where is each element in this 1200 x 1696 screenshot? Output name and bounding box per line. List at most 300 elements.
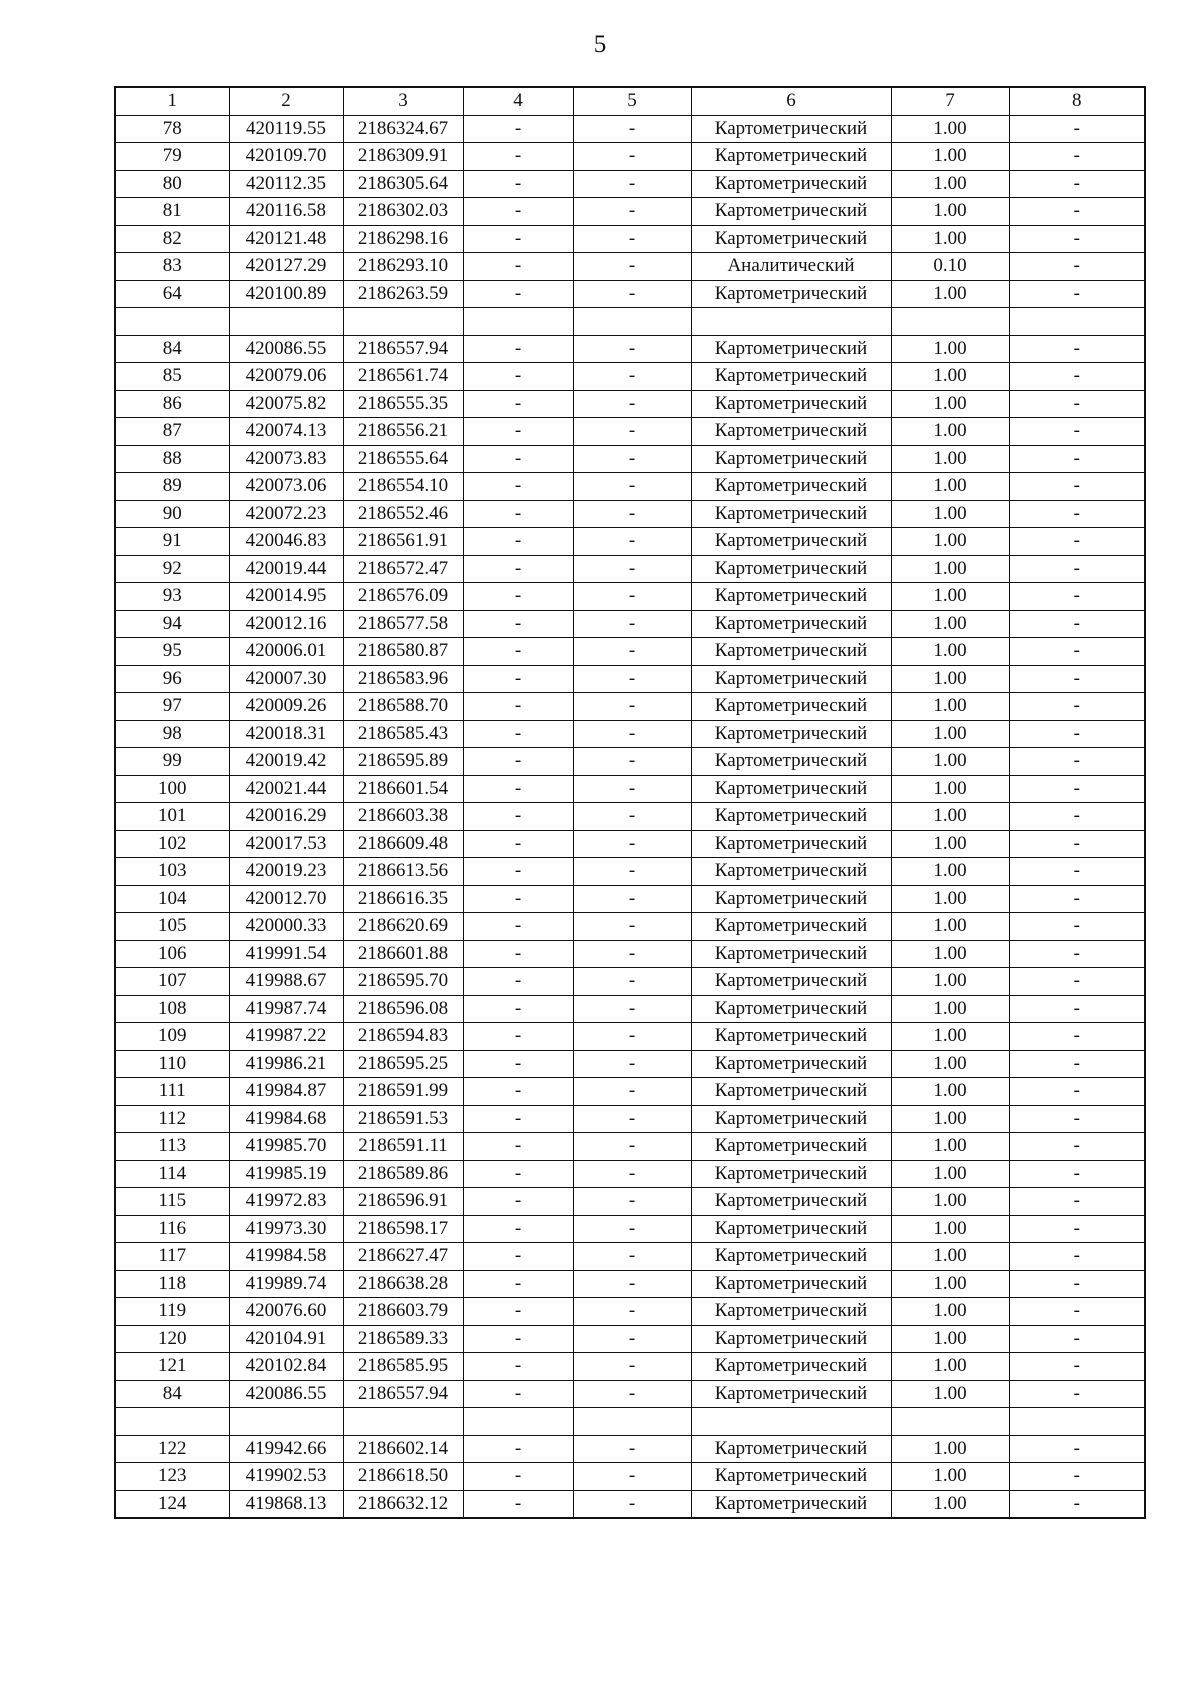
accuracy-cell: 1.00	[891, 665, 1009, 693]
point-number-cell: 106	[115, 940, 229, 968]
method-cell: Картометрический	[691, 198, 891, 226]
col-5-value-cell	[573, 1408, 691, 1436]
y-coordinate-cell: 2186616.35	[343, 885, 463, 913]
accuracy-cell: 1.00	[891, 1078, 1009, 1106]
y-coordinate-cell: 2186594.83	[343, 1023, 463, 1051]
method-cell: Картометрический	[691, 858, 891, 886]
accuracy-cell: 1.00	[891, 1435, 1009, 1463]
accuracy-cell	[891, 1408, 1009, 1436]
y-coordinate-cell: 2186309.91	[343, 143, 463, 171]
table-row	[115, 1050, 1145, 1078]
x-coordinate-cell: 420007.30	[229, 665, 343, 693]
table-row	[115, 610, 1145, 638]
col-4-value-cell: -	[463, 693, 573, 721]
accuracy-cell: 1.00	[891, 610, 1009, 638]
col-8-value-cell: -	[1009, 198, 1145, 226]
table-row	[115, 170, 1145, 198]
x-coordinate-cell: 420073.06	[229, 473, 343, 501]
y-coordinate-cell: 2186601.54	[343, 775, 463, 803]
col-8-value-cell: -	[1009, 830, 1145, 858]
table-row	[115, 940, 1145, 968]
col-5-value-cell: -	[573, 335, 691, 363]
method-cell: Картометрический	[691, 1353, 891, 1381]
method-cell: Картометрический	[691, 583, 891, 611]
accuracy-cell: 1.00	[891, 1298, 1009, 1326]
y-coordinate-cell: 2186596.08	[343, 995, 463, 1023]
point-number-cell: 83	[115, 253, 229, 281]
method-cell: Картометрический	[691, 995, 891, 1023]
col-4-value-cell: -	[463, 610, 573, 638]
col-5-value-cell: -	[573, 940, 691, 968]
col-8-value-cell: -	[1009, 280, 1145, 308]
accuracy-cell: 1.00	[891, 1160, 1009, 1188]
col-4-value-cell: -	[463, 445, 573, 473]
accuracy-cell: 1.00	[891, 940, 1009, 968]
col-5-value-cell	[573, 308, 691, 336]
point-number-cell: 115	[115, 1188, 229, 1216]
x-coordinate-cell: 420112.35	[229, 170, 343, 198]
col-8-value-cell: -	[1009, 225, 1145, 253]
col-5-value-cell: -	[573, 858, 691, 886]
col-8-value-cell: -	[1009, 803, 1145, 831]
point-number-cell	[115, 308, 229, 336]
point-number-cell: 102	[115, 830, 229, 858]
accuracy-cell: 1.00	[891, 693, 1009, 721]
method-cell: Картометрический	[691, 885, 891, 913]
table-row	[115, 693, 1145, 721]
method-cell: Картометрический	[691, 1023, 891, 1051]
table-row	[115, 418, 1145, 446]
col-5-value-cell: -	[573, 280, 691, 308]
point-number-cell: 85	[115, 363, 229, 391]
col-4-value-cell: -	[463, 225, 573, 253]
col-8-value-cell: -	[1009, 1435, 1145, 1463]
table-row	[115, 500, 1145, 528]
method-cell: Картометрический	[691, 445, 891, 473]
method-cell: Картометрический	[691, 968, 891, 996]
col-8-value-cell: -	[1009, 1270, 1145, 1298]
method-cell: Картометрический	[691, 170, 891, 198]
point-number-cell: 108	[115, 995, 229, 1023]
col-5-value-cell: -	[573, 198, 691, 226]
point-number-cell: 91	[115, 528, 229, 556]
col-5-value-cell: -	[573, 225, 691, 253]
col-5-value-cell: -	[573, 775, 691, 803]
table-row	[115, 1353, 1145, 1381]
col-5-value-cell: -	[573, 170, 691, 198]
table-row	[115, 198, 1145, 226]
accuracy-cell: 1.00	[891, 1353, 1009, 1381]
point-number-cell: 93	[115, 583, 229, 611]
y-coordinate-cell: 2186591.11	[343, 1133, 463, 1161]
x-coordinate-cell: 420086.55	[229, 1380, 343, 1408]
coordinates-table	[114, 86, 1146, 1519]
col-8-value-cell: -	[1009, 253, 1145, 281]
x-coordinate-cell: 419973.30	[229, 1215, 343, 1243]
point-number-cell: 118	[115, 1270, 229, 1298]
method-cell: Картометрический	[691, 555, 891, 583]
col-4-value-cell: -	[463, 1215, 573, 1243]
accuracy-cell: 1.00	[891, 995, 1009, 1023]
col-8-value-cell: -	[1009, 995, 1145, 1023]
col-8-value-cell: -	[1009, 1353, 1145, 1381]
point-number-cell: 81	[115, 198, 229, 226]
col-5-value-cell: -	[573, 1133, 691, 1161]
col-4-value-cell: -	[463, 143, 573, 171]
table-row	[115, 1298, 1145, 1326]
accuracy-cell: 1.00	[891, 115, 1009, 143]
col-4-value-cell: -	[463, 280, 573, 308]
accuracy-cell: 1.00	[891, 1490, 1009, 1518]
table-row	[115, 720, 1145, 748]
table-row	[115, 858, 1145, 886]
point-number-cell: 116	[115, 1215, 229, 1243]
x-coordinate-cell: 420121.48	[229, 225, 343, 253]
table-row	[115, 143, 1145, 171]
col-5-value-cell: -	[573, 1463, 691, 1491]
col-8-value-cell: -	[1009, 115, 1145, 143]
x-coordinate-cell: 419985.19	[229, 1160, 343, 1188]
col-5-value-cell: -	[573, 968, 691, 996]
y-coordinate-cell: 2186618.50	[343, 1463, 463, 1491]
table-row	[115, 583, 1145, 611]
col-5-value-cell: -	[573, 885, 691, 913]
y-coordinate-cell: 2186588.70	[343, 693, 463, 721]
table-row	[115, 1463, 1145, 1491]
table-row	[115, 995, 1145, 1023]
method-cell: Картометрический	[691, 418, 891, 446]
table-row	[115, 1435, 1145, 1463]
y-coordinate-cell: 2186324.67	[343, 115, 463, 143]
y-coordinate-cell	[343, 1408, 463, 1436]
x-coordinate-cell: 420100.89	[229, 280, 343, 308]
method-cell: Картометрический	[691, 1215, 891, 1243]
x-coordinate-cell	[229, 1408, 343, 1436]
col-8-value-cell: -	[1009, 748, 1145, 776]
col-4-value-cell: -	[463, 1188, 573, 1216]
accuracy-cell: 1.00	[891, 1463, 1009, 1491]
col-4-value-cell: -	[463, 830, 573, 858]
col-4-value-cell: -	[463, 390, 573, 418]
accuracy-cell: 1.00	[891, 830, 1009, 858]
y-coordinate-cell: 2186603.38	[343, 803, 463, 831]
accuracy-cell: 1.00	[891, 280, 1009, 308]
accuracy-cell: 1.00	[891, 1188, 1009, 1216]
col-8-value-cell: -	[1009, 1160, 1145, 1188]
y-coordinate-cell: 2186596.91	[343, 1188, 463, 1216]
column-header-1: 1	[115, 87, 229, 115]
y-coordinate-cell: 2186595.89	[343, 748, 463, 776]
col-4-value-cell: -	[463, 1078, 573, 1106]
table-row	[115, 748, 1145, 776]
col-8-value-cell: -	[1009, 1133, 1145, 1161]
y-coordinate-cell: 2186638.28	[343, 1270, 463, 1298]
col-8-value-cell: -	[1009, 1243, 1145, 1271]
point-number-cell: 86	[115, 390, 229, 418]
accuracy-cell: 1.00	[891, 968, 1009, 996]
col-4-value-cell: -	[463, 1353, 573, 1381]
table-row	[115, 1215, 1145, 1243]
table-row	[115, 885, 1145, 913]
x-coordinate-cell: 420076.60	[229, 1298, 343, 1326]
col-4-value-cell: -	[463, 940, 573, 968]
method-cell: Картометрический	[691, 913, 891, 941]
col-5-value-cell: -	[573, 748, 691, 776]
accuracy-cell: 1.00	[891, 1023, 1009, 1051]
col-4-value-cell: -	[463, 638, 573, 666]
col-5-value-cell: -	[573, 1105, 691, 1133]
col-4-value-cell: -	[463, 198, 573, 226]
point-number-cell: 121	[115, 1353, 229, 1381]
x-coordinate-cell: 420104.91	[229, 1325, 343, 1353]
method-cell: Картометрический	[691, 390, 891, 418]
point-number-cell: 88	[115, 445, 229, 473]
table-row	[115, 803, 1145, 831]
x-coordinate-cell: 420086.55	[229, 335, 343, 363]
x-coordinate-cell: 419989.74	[229, 1270, 343, 1298]
x-coordinate-cell: 420074.13	[229, 418, 343, 446]
col-5-value-cell: -	[573, 995, 691, 1023]
accuracy-cell: 1.00	[891, 748, 1009, 776]
y-coordinate-cell: 2186576.09	[343, 583, 463, 611]
x-coordinate-cell: 420072.23	[229, 500, 343, 528]
y-coordinate-cell: 2186263.59	[343, 280, 463, 308]
point-number-cell: 103	[115, 858, 229, 886]
col-8-value-cell: -	[1009, 170, 1145, 198]
y-coordinate-cell: 2186620.69	[343, 913, 463, 941]
point-number-cell: 101	[115, 803, 229, 831]
table-row	[115, 1270, 1145, 1298]
accuracy-cell: 1.00	[891, 418, 1009, 446]
point-number-cell: 119	[115, 1298, 229, 1326]
col-8-value-cell: -	[1009, 528, 1145, 556]
col-8-value-cell: -	[1009, 1078, 1145, 1106]
y-coordinate-cell: 2186603.79	[343, 1298, 463, 1326]
col-4-value-cell: -	[463, 1380, 573, 1408]
x-coordinate-cell: 420127.29	[229, 253, 343, 281]
method-cell: Картометрический	[691, 1325, 891, 1353]
col-4-value-cell: -	[463, 363, 573, 391]
col-5-value-cell: -	[573, 720, 691, 748]
y-coordinate-cell: 2186557.94	[343, 1380, 463, 1408]
col-8-value-cell: -	[1009, 775, 1145, 803]
x-coordinate-cell	[229, 308, 343, 336]
col-5-value-cell: -	[573, 638, 691, 666]
accuracy-cell: 1.00	[891, 363, 1009, 391]
method-cell: Картометрический	[691, 225, 891, 253]
col-5-value-cell: -	[573, 583, 691, 611]
col-5-value-cell: -	[573, 143, 691, 171]
col-8-value-cell: -	[1009, 693, 1145, 721]
col-5-value-cell: -	[573, 390, 691, 418]
table-row	[115, 335, 1145, 363]
y-coordinate-cell: 2186602.14	[343, 1435, 463, 1463]
col-4-value-cell: -	[463, 885, 573, 913]
col-8-value-cell: -	[1009, 968, 1145, 996]
y-coordinate-cell: 2186632.12	[343, 1490, 463, 1518]
col-5-value-cell: -	[573, 528, 691, 556]
col-5-value-cell: -	[573, 1435, 691, 1463]
table-row	[115, 115, 1145, 143]
point-number-cell: 114	[115, 1160, 229, 1188]
col-8-value-cell: -	[1009, 885, 1145, 913]
y-coordinate-cell: 2186609.48	[343, 830, 463, 858]
x-coordinate-cell: 419984.58	[229, 1243, 343, 1271]
table-row	[115, 1188, 1145, 1216]
accuracy-cell: 1.00	[891, 198, 1009, 226]
col-4-value-cell: -	[463, 968, 573, 996]
point-number-cell: 109	[115, 1023, 229, 1051]
x-coordinate-cell: 419987.74	[229, 995, 343, 1023]
col-8-value-cell: -	[1009, 445, 1145, 473]
method-cell: Картометрический	[691, 1380, 891, 1408]
x-coordinate-cell: 420006.01	[229, 638, 343, 666]
method-cell	[691, 308, 891, 336]
column-header-2: 2	[229, 87, 343, 115]
col-4-value-cell: -	[463, 418, 573, 446]
accuracy-cell: 1.00	[891, 913, 1009, 941]
col-4-value-cell: -	[463, 1435, 573, 1463]
col-5-value-cell: -	[573, 500, 691, 528]
table-row	[115, 473, 1145, 501]
table-row	[115, 280, 1145, 308]
point-number-cell: 84	[115, 335, 229, 363]
accuracy-cell: 1.00	[891, 555, 1009, 583]
accuracy-cell: 1.00	[891, 775, 1009, 803]
method-cell: Картометрический	[691, 775, 891, 803]
col-4-value-cell: -	[463, 995, 573, 1023]
col-8-value-cell: -	[1009, 1463, 1145, 1491]
col-8-value-cell: -	[1009, 1050, 1145, 1078]
column-header-7: 7	[891, 87, 1009, 115]
accuracy-cell: 1.00	[891, 445, 1009, 473]
y-coordinate-cell: 2186552.46	[343, 500, 463, 528]
table-row	[115, 225, 1145, 253]
y-coordinate-cell: 2186298.16	[343, 225, 463, 253]
y-coordinate-cell: 2186580.87	[343, 638, 463, 666]
x-coordinate-cell: 419991.54	[229, 940, 343, 968]
point-number-cell: 112	[115, 1105, 229, 1133]
col-4-value-cell: -	[463, 1133, 573, 1161]
y-coordinate-cell: 2186595.25	[343, 1050, 463, 1078]
method-cell: Картометрический	[691, 1105, 891, 1133]
method-cell: Картометрический	[691, 1298, 891, 1326]
x-coordinate-cell: 420079.06	[229, 363, 343, 391]
method-cell: Картометрический	[691, 693, 891, 721]
point-number-cell: 107	[115, 968, 229, 996]
table-row	[115, 1105, 1145, 1133]
point-number-cell: 64	[115, 280, 229, 308]
x-coordinate-cell: 419985.70	[229, 1133, 343, 1161]
method-cell: Аналитический	[691, 253, 891, 281]
point-number-cell: 123	[115, 1463, 229, 1491]
col-4-value-cell: -	[463, 1105, 573, 1133]
method-cell: Картометрический	[691, 1490, 891, 1518]
accuracy-cell: 1.00	[891, 803, 1009, 831]
col-5-value-cell: -	[573, 1050, 691, 1078]
col-5-value-cell: -	[573, 1270, 691, 1298]
col-5-value-cell: -	[573, 913, 691, 941]
table-row	[115, 665, 1145, 693]
col-4-value-cell: -	[463, 500, 573, 528]
method-cell: Картометрический	[691, 1133, 891, 1161]
col-4-value-cell: -	[463, 1325, 573, 1353]
accuracy-cell: 1.00	[891, 390, 1009, 418]
method-cell: Картометрический	[691, 500, 891, 528]
x-coordinate-cell: 419972.83	[229, 1188, 343, 1216]
x-coordinate-cell: 420046.83	[229, 528, 343, 556]
x-coordinate-cell: 419868.13	[229, 1490, 343, 1518]
x-coordinate-cell: 419942.66	[229, 1435, 343, 1463]
col-5-value-cell: -	[573, 1353, 691, 1381]
table-row	[115, 445, 1145, 473]
table-row	[115, 638, 1145, 666]
point-number-cell: 82	[115, 225, 229, 253]
accuracy-cell: 1.00	[891, 1050, 1009, 1078]
col-8-value-cell: -	[1009, 1105, 1145, 1133]
method-cell: Картометрический	[691, 830, 891, 858]
col-5-value-cell: -	[573, 1298, 691, 1326]
col-4-value-cell: -	[463, 748, 573, 776]
accuracy-cell: 1.00	[891, 1270, 1009, 1298]
col-8-value-cell	[1009, 1408, 1145, 1436]
col-8-value-cell: -	[1009, 1380, 1145, 1408]
method-cell: Картометрический	[691, 363, 891, 391]
x-coordinate-cell: 420073.83	[229, 445, 343, 473]
col-4-value-cell: -	[463, 665, 573, 693]
method-cell: Картометрический	[691, 1078, 891, 1106]
x-coordinate-cell: 420119.55	[229, 115, 343, 143]
accuracy-cell: 1.00	[891, 528, 1009, 556]
col-8-value-cell: -	[1009, 720, 1145, 748]
point-number-cell: 96	[115, 665, 229, 693]
table-body	[115, 115, 1145, 1518]
x-coordinate-cell: 420019.42	[229, 748, 343, 776]
method-cell: Картометрический	[691, 638, 891, 666]
accuracy-cell: 1.00	[891, 885, 1009, 913]
col-4-value-cell: -	[463, 1270, 573, 1298]
col-4-value-cell: -	[463, 1160, 573, 1188]
col-8-value-cell: -	[1009, 1023, 1145, 1051]
col-5-value-cell: -	[573, 693, 691, 721]
method-cell: Картометрический	[691, 1050, 891, 1078]
col-8-value-cell: -	[1009, 335, 1145, 363]
x-coordinate-cell: 420102.84	[229, 1353, 343, 1381]
point-number-cell: 90	[115, 500, 229, 528]
method-cell: Картометрический	[691, 610, 891, 638]
col-8-value-cell: -	[1009, 1325, 1145, 1353]
accuracy-cell: 1.00	[891, 170, 1009, 198]
y-coordinate-cell: 2186627.47	[343, 1243, 463, 1271]
col-8-value-cell: -	[1009, 858, 1145, 886]
x-coordinate-cell: 419984.68	[229, 1105, 343, 1133]
table-row	[115, 913, 1145, 941]
col-5-value-cell: -	[573, 445, 691, 473]
col-5-value-cell: -	[573, 803, 691, 831]
col-4-value-cell: -	[463, 1023, 573, 1051]
method-cell: Картометрический	[691, 940, 891, 968]
y-coordinate-cell: 2186589.86	[343, 1160, 463, 1188]
table-row	[115, 830, 1145, 858]
y-coordinate-cell: 2186591.53	[343, 1105, 463, 1133]
method-cell: Картометрический	[691, 803, 891, 831]
column-header-4: 4	[463, 87, 573, 115]
table-row	[115, 390, 1145, 418]
method-cell: Картометрический	[691, 143, 891, 171]
y-coordinate-cell: 2186554.10	[343, 473, 463, 501]
method-cell: Картометрический	[691, 473, 891, 501]
point-number-cell: 79	[115, 143, 229, 171]
